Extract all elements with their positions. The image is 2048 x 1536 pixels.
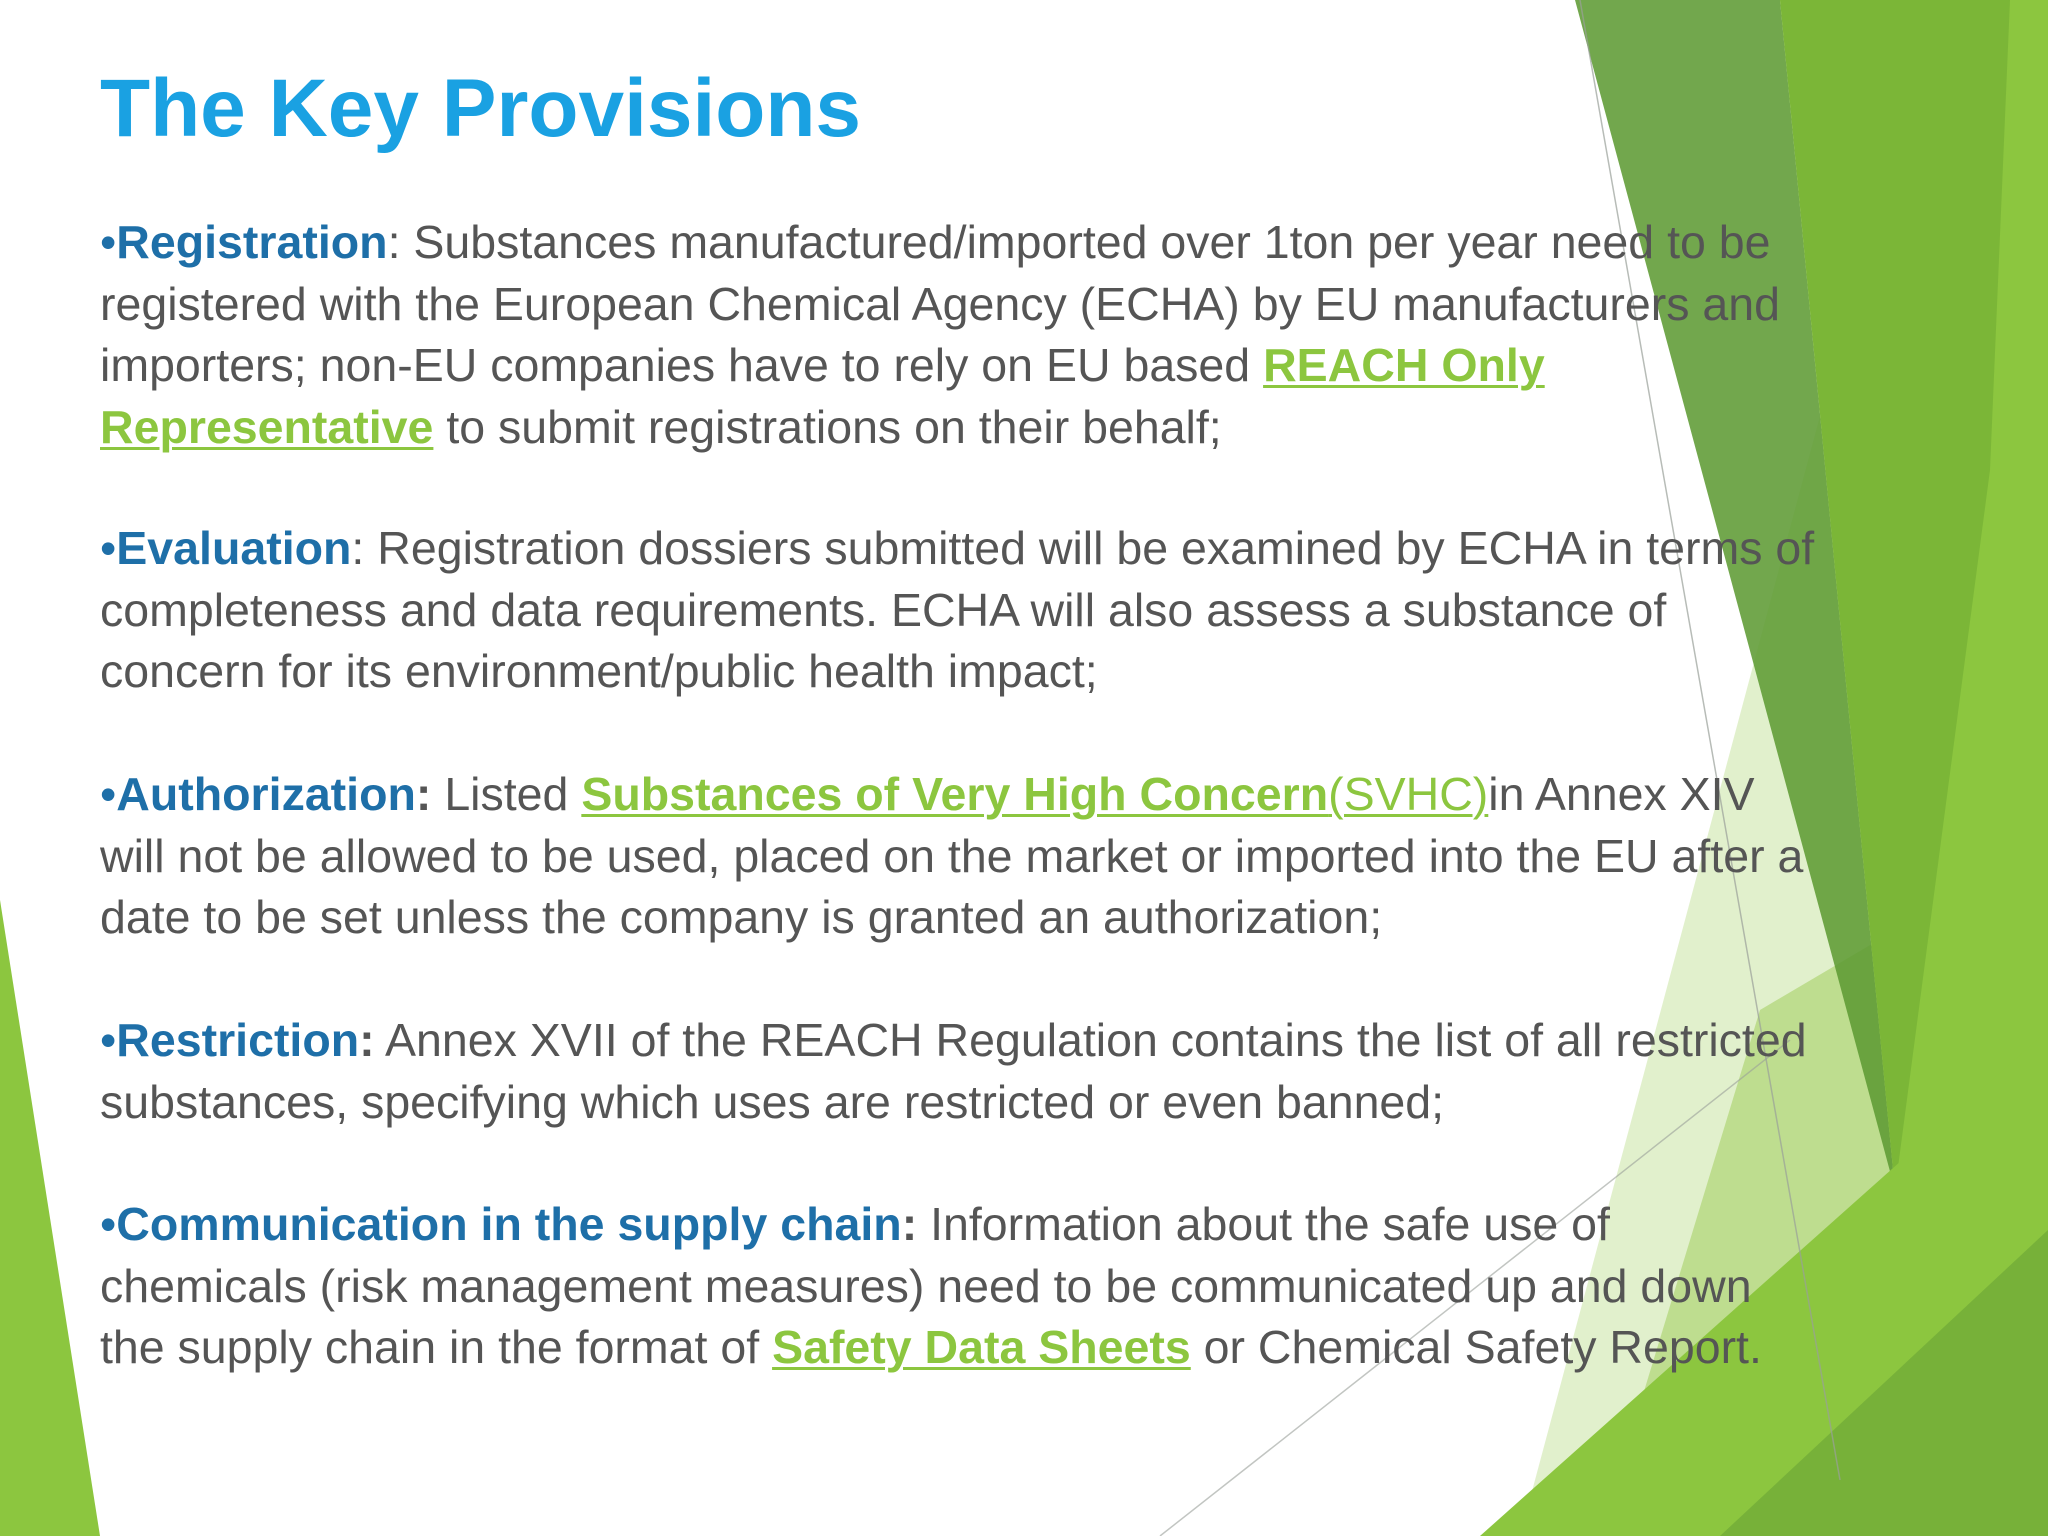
bullet-text: registered with the European Chemical Agency (ECHA) by EU manufacturers and bbox=[100, 277, 1780, 330]
safety-data-sheets-link[interactable]: Safety Data Sheets bbox=[772, 1321, 1191, 1373]
bullet-term: Restriction bbox=[116, 1014, 360, 1066]
bullet-colon: : bbox=[359, 1014, 375, 1066]
slide-title: The Key Provisions bbox=[100, 63, 862, 154]
bullet-text: Substances manufactured/imported over 1ton per year need to be bbox=[400, 216, 1771, 268]
bullet-term: Evaluation bbox=[116, 522, 352, 574]
bullet-text: will not be allowed to be used, placed on the market or imported into the EU after a bbox=[100, 829, 1804, 882]
bullet-marker: • bbox=[100, 1198, 117, 1250]
bullet-text: in Annex XIV bbox=[1488, 768, 1755, 820]
bullet-text: Listed bbox=[431, 768, 582, 820]
bullet-colon: : bbox=[901, 1198, 918, 1250]
bullet-colon: : bbox=[415, 768, 432, 820]
bullet-text: to submit registrations on their behalf; bbox=[433, 400, 1222, 453]
bullet-text: concern for its environment/public health impact; bbox=[100, 645, 1098, 697]
bullet-marker: • bbox=[100, 216, 117, 268]
svhc-abbrev-link[interactable]: (SVHC) bbox=[1328, 768, 1489, 820]
bullet-marker: • bbox=[100, 768, 117, 820]
bullet-text: Registration dossiers submitted will be examined by ECHA in terms of bbox=[364, 522, 1815, 574]
bullet-text: substances, specifying which uses are restricted or even banned; bbox=[100, 1075, 1445, 1128]
bullet-text: importers; non-EU companies have to rely on EU based bbox=[100, 339, 1264, 391]
reach-only-representative-link-cont[interactable]: Representative bbox=[100, 400, 434, 453]
bullet-marker: • bbox=[100, 522, 117, 574]
bullet-evaluation bbox=[100, 518, 1814, 703]
bullet-communication bbox=[100, 1194, 1762, 1379]
bullet-text: or Chemical Safety Report. bbox=[1190, 1321, 1762, 1373]
bullet-text: the supply chain in the format of bbox=[100, 1321, 773, 1373]
bullet-marker: • bbox=[100, 1014, 117, 1066]
bullet-restriction bbox=[100, 1010, 1807, 1133]
bullet-colon: : bbox=[387, 216, 401, 268]
bullet-term: Authorization bbox=[116, 768, 416, 820]
bullet-text: Annex XVII of the REACH Regulation contains the list of all restricted bbox=[374, 1014, 1807, 1066]
bullet-text: chemicals (risk management measures) need to be communicated up and down bbox=[100, 1259, 1752, 1312]
svhc-link[interactable]: Substances of Very High Concern bbox=[581, 768, 1329, 820]
bullet-text: date to be set unless the company is granted an authorization; bbox=[100, 891, 1383, 943]
bullet-registration bbox=[100, 212, 1780, 458]
bullet-text: Information about the safe use of bbox=[917, 1198, 1610, 1250]
bullet-term: Communication in the supply chain bbox=[116, 1198, 902, 1250]
left-green-sliver bbox=[0, 900, 100, 1536]
bullet-authorization bbox=[100, 764, 1803, 949]
reach-only-representative-link[interactable]: REACH Only bbox=[1263, 339, 1545, 391]
bullet-term: Registration bbox=[116, 216, 388, 268]
bullet-colon: : bbox=[351, 522, 365, 574]
bullet-text: completeness and data requirements. ECHA will also assess a substance of bbox=[100, 583, 1667, 636]
